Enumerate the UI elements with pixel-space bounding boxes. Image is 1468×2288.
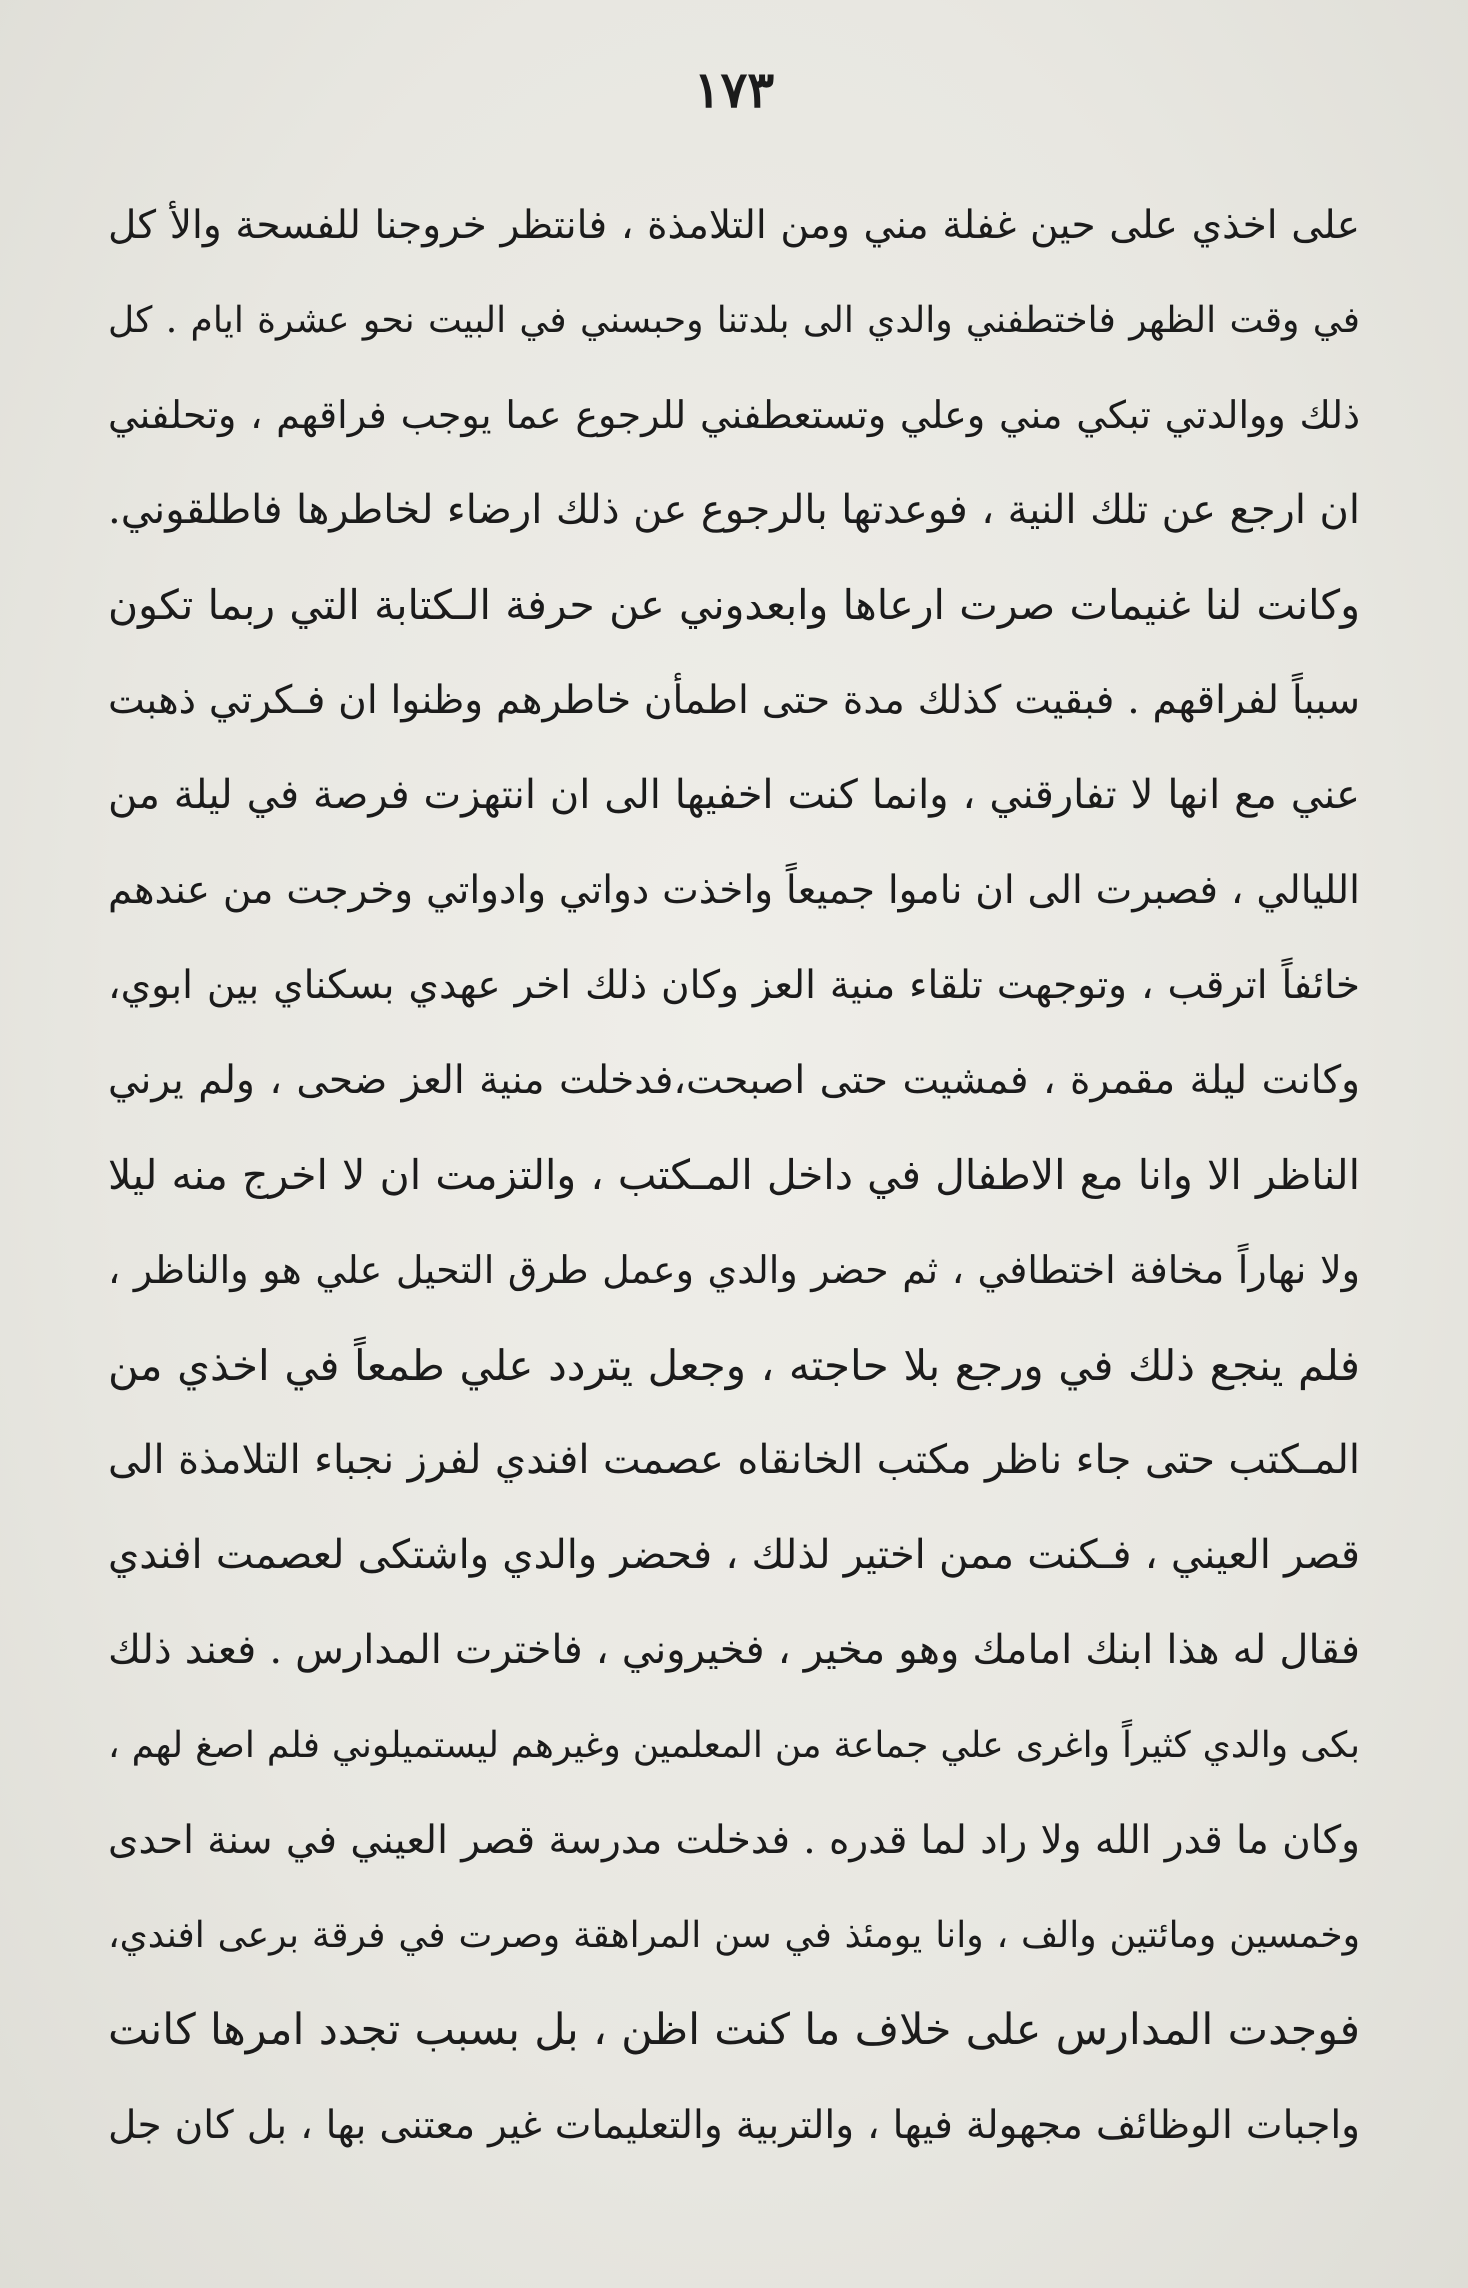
text-line: عني مع انها لا تفارقني ، وانما كنت اخفيها الى ان انتهزت فرصة في ليلة من [108,772,1360,818]
text-line: ان ارجع عن تلك النية ، فوعدتها بالرجوع عن ذلك ارضاء لخاطرها فاطلقوني. [108,487,1360,533]
text-line: فلم ينجع ذلك في ورجع بلا حاجته ، وجعل يتردد علي طمعاً في اخذي من [108,1341,1360,1390]
text-line: واجبات الوظائف مجهولة فيها ، والتربية والتعليمات غير معتنى بها ، بل كان جل [108,2103,1360,2148]
text-line: في وقت الظهر فاختطفني والدي الى بلدتنا وحبسني في البيت نحو عشرة ايام . كل [108,300,1360,341]
text-line: ذلك ووالدتي تبكي مني وعلي وتستعطفني للرجوع عما يوجب فراقهم ، وتحلفني [108,393,1360,437]
text-line: على اخذي على حين غفلة مني ومن التلامذة ، فانتظر خروجنا للفسحة والأ كل [108,203,1360,248]
text-line: قصر العيني ، فـكنت ممن اختير لذلك ، فحضر والدي واشتكى لعصمت افندي [108,1532,1360,1578]
text-line: وخمسين ومائتين والف ، وانا يومئذ في سن المراهقة وصرت في فرقة برعى افندي، [108,1915,1360,1956]
text-line: المـكتب حتى جاء ناظر مكتب الخانقاه عصمت افندي لفرز نجباء التلامذة الى [108,1437,1360,1483]
text-line: ولا نهاراً مخافة اختطافي ، ثم حضر والدي وعمل طرق التحيل علي هو والناظر ، [108,1248,1360,1292]
text-line: وكانت ليلة مقمرة ، فمشيت حتى اصبحت،فدخلت منية العز ضحى ، ولم يرني [108,1058,1360,1103]
text-line: الناظر الا وانا مع الاطفال في داخل المـكتب ، والتزمت ان لا اخرج منه ليلا [108,1151,1360,1199]
text-line: سبباً لفراقهم . فبقيت كذلك مدة حتى اطمأن خاطرهم وظنوا ان فـكرتي ذهبت [108,678,1360,723]
text-line: فقال له هذا ابنك امامك وهو مخير ، فخيروني ، فاخترت المدارس . فعند ذلك [108,1627,1360,1673]
body-text [108,178,1360,2173]
text-line: فوجدت المدارس على خلاف ما كنت اظن ، بل بسبب تجدد امرها كانت [108,2005,1360,2055]
text-line: وكانت لنا غنيمات صرت ارعاها وابعدوني عن حرفة الـكتابة التي ربما تكون [108,581,1360,629]
text-line: وكان ما قدر الله ولا راد لما قدره . فدخلت مدرسة قصر العيني في سنة احدى [108,1818,1360,1863]
page-number: ١٧٣ [693,60,775,119]
text-line: خائفاً اترقب ، وتوجهت تلقاء منية العز وكان ذلك اخر عهدي بسكناي بين ابوي، [108,963,1360,1008]
text-line: الليالي ، فصبرت الى ان ناموا جميعاً واخذت دواتي وادواتي وخرجت من عندهم [108,868,1360,913]
text-line: بكى والدي كثيراً واغرى علي جماعة من المعلمين وغيرهم ليستميلوني فلم اصغ لهم ، [108,1725,1360,1766]
